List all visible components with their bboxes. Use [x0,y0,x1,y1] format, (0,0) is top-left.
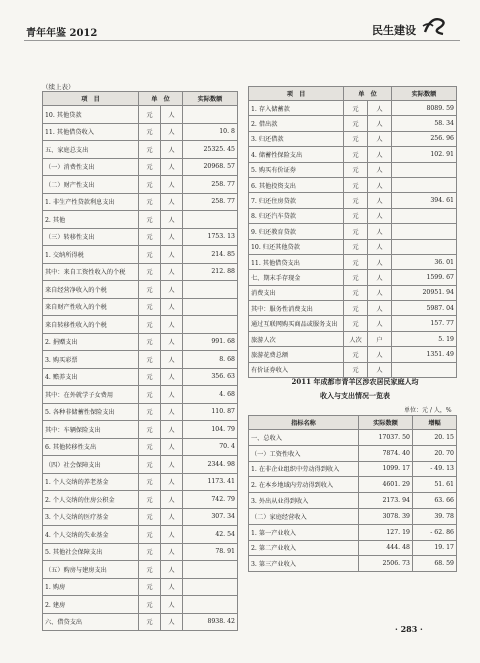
section-title: 民生建设 [372,24,416,37]
table-cell [183,211,238,229]
header-rule [24,40,460,41]
table-cell: 6. 其他转移性支出 [43,438,139,456]
table-row [43,368,238,386]
table-cell: 人 [161,438,183,456]
table-cell [183,281,238,299]
table-cell: 3078. 39 [359,508,413,524]
table-cell: 8. 归还汽车贷款 [249,208,344,223]
table-row [43,613,238,631]
table-cell: 70. 4 [183,438,238,456]
table-cell: 元 [139,403,161,421]
table-row [43,578,238,596]
table-cell: 104. 79 [183,421,238,439]
table-row [43,456,238,474]
table-cell: 元 [139,193,161,211]
table-row [249,556,457,572]
table-cell: 六、借贷支出 [43,613,139,631]
table-cell: 元 [344,316,368,331]
table-cell: 78. 91 [183,543,238,561]
table-cell: 元 [139,508,161,526]
table-cell: （二）财产性支出 [43,176,139,194]
table-cell: 人 [161,596,183,614]
table-row [249,101,457,116]
yearbook-title: 青年年鉴 2012 [26,28,98,39]
section-logo-icon [421,14,451,38]
table-cell: 人 [161,281,183,299]
table-cell [183,106,238,124]
table-cell [183,316,238,334]
table-cell: （二）家庭经营收入 [249,508,359,524]
table-row [249,524,457,540]
table-cell: 人 [368,224,392,239]
table-cell: 元 [344,208,368,223]
table-cell: 通过互联网购买商品或服务支出 [249,316,344,331]
table-cell: 2. 建房 [43,596,139,614]
table-row [43,246,238,264]
table-cell: 元 [344,347,368,362]
table-cell: 10. 归还其他贷款 [249,239,344,254]
table-row [43,491,238,509]
left-table [42,91,238,631]
col-header-amount: 实际数额 [183,92,238,106]
table-cell: 元 [344,285,368,300]
table-cell: 17037. 50 [359,430,413,446]
table-cell: 元 [139,438,161,456]
table-cell: 旅游花费总额 [249,347,344,362]
table-cell: 7874. 40 [359,445,413,461]
table-cell: 元 [344,162,368,177]
table-cell: 人 [161,158,183,176]
col-header-unit: 单 位 [139,92,183,106]
table-cell: 3. 第三产业收入 [249,556,359,572]
col-header-item: 项 目 [43,92,139,106]
table-cell: 来自经营净收入的个税 [43,281,139,299]
table-cell: 人 [161,211,183,229]
table-row [43,281,238,299]
table-cell: 来自转移性收入的个税 [43,316,139,334]
table-cell: 元 [344,301,368,316]
table-cell [183,596,238,614]
table-row [249,116,457,131]
right-table [248,86,457,378]
table-cell: 4. 储蓄性保险支出 [249,147,344,162]
table-cell [392,224,457,239]
table-cell [392,177,457,192]
table-cell: 307. 34 [183,508,238,526]
table-cell [183,578,238,596]
table-row [249,331,457,346]
table-cell: 10. 其他贷款 [43,106,139,124]
table-cell: 元 [139,211,161,229]
table-cell: 1. 存入储蓄款 [249,101,344,116]
table-row [249,347,457,362]
table-cell: 42. 54 [183,526,238,544]
table-cell: （一）工资性收入 [249,445,359,461]
table-cell: 元 [139,456,161,474]
table-cell: 元 [139,613,161,631]
table-cell: 元 [139,578,161,596]
table-row [249,362,457,377]
table-cell: 人 [161,228,183,246]
table-cell: 157. 77 [392,316,457,331]
table-cell: 1753. 13 [183,228,238,246]
table-cell: 36. 01 [392,254,457,269]
survey-title-line2: 收入与支出情况一览表 [320,391,390,400]
table-cell: 5. 19 [392,331,457,346]
survey-table [248,415,457,572]
table-cell: 人 [161,106,183,124]
table-cell: 人 [161,456,183,474]
table-cell: 1. 交纳所得税 [43,246,139,264]
table-cell: 元 [139,368,161,386]
table-cell: 258. 77 [183,176,238,194]
table-cell [392,208,457,223]
table-cell: 5. 其他社会保障支出 [43,543,139,561]
table-cell: 人 [161,561,183,579]
table-cell: 元 [139,158,161,176]
table-cell: 人 [368,177,392,192]
table-cell: 2. 其他 [43,211,139,229]
table-row [43,176,238,194]
table-cell: 人 [161,473,183,491]
table-cell: 20. 15 [413,430,457,446]
table-cell: 1. 第一产业收入 [249,524,359,540]
table-cell: 有价证券收入 [249,362,344,377]
table-cell: 20968. 57 [183,158,238,176]
table-cell: 4. 68 [183,386,238,404]
table-cell: 元 [139,491,161,509]
table-row [43,421,238,439]
table-cell: 元 [344,177,368,192]
table-cell: 人 [161,333,183,351]
table-cell: 人 [368,147,392,162]
table-cell: 1. 个人交纳的养老基金 [43,473,139,491]
table-cell: 人 [161,351,183,369]
survey-title-line1: 2011 年成都市青羊区涉农居民家庭人均 [291,377,419,386]
table-cell: 2173. 94 [359,493,413,509]
table-row [43,263,238,281]
table-cell: 人 [161,491,183,509]
table-cell: 人 [161,368,183,386]
col-header-unit: 单 位 [344,87,392,101]
table-cell: 1173. 41 [183,473,238,491]
table-row [43,316,238,334]
table-cell: 25325. 45 [183,141,238,159]
table-row [249,131,457,146]
table-row [43,403,238,421]
table-cell [183,561,238,579]
table-row [43,386,238,404]
table-cell: 2. 借出款 [249,116,344,131]
table-cell: 人 [161,176,183,194]
table-cell: 212. 88 [183,263,238,281]
table-cell: 5. 购买有价证券 [249,162,344,177]
table-cell: 人 [368,362,392,377]
table-cell: 4. 赡养支出 [43,368,139,386]
table-cell: 3. 外出从业得到收入 [249,493,359,509]
table-row [249,301,457,316]
table-cell: 2344. 98 [183,456,238,474]
table-row [43,228,238,246]
table-cell: 人 [368,316,392,331]
table-row [249,224,457,239]
table-row [249,239,457,254]
table-cell: 1. 非生产性贷款利息支出 [43,193,139,211]
table-cell: 元 [344,147,368,162]
survey-unit: 单位：元 / 人，% [404,407,452,414]
table-cell: （四）社会保障支出 [43,456,139,474]
table-cell: 9. 归还教育贷款 [249,224,344,239]
table-cell: 元 [139,596,161,614]
table-cell: 人 [368,239,392,254]
table-cell: 2. 捐赠支出 [43,333,139,351]
table-row [249,254,457,269]
table-row [43,526,238,544]
table-cell: 元 [344,224,368,239]
table-cell: 人 [368,162,392,177]
table-cell: 5987. 04 [392,301,457,316]
continued-note: （续上表） [42,83,75,91]
table-cell: 人 [368,347,392,362]
table-row [249,477,457,493]
table-cell: 1. 在非企业组织中劳动得到收入 [249,461,359,477]
table-row [249,285,457,300]
table-cell: 元 [139,333,161,351]
table-cell: 人 [161,421,183,439]
table-cell: 元 [344,116,368,131]
table-cell: 5. 各种非储蓄性保险支出 [43,403,139,421]
table-cell: 旅游人次 [249,331,344,346]
table-cell: 消费支出 [249,285,344,300]
table-cell: 20951. 94 [392,285,457,300]
table-cell: 元 [139,473,161,491]
table-cell: 人 [161,141,183,159]
table-cell: 4. 个人交纳的失业基金 [43,526,139,544]
table-cell: 4601. 29 [359,477,413,493]
table-row [43,211,238,229]
table-cell: 元 [344,193,368,208]
table-cell: 其中：服务性消费支出 [249,301,344,316]
table-row [43,473,238,491]
table-row [43,596,238,614]
table-cell: 7. 归还住房贷款 [249,193,344,208]
table-cell: 356. 63 [183,368,238,386]
table-cell: 8089. 59 [392,101,457,116]
table-cell: 8938. 42 [183,613,238,631]
table-cell: 394. 61 [392,193,457,208]
table-cell: 8. 68 [183,351,238,369]
table-cell: 256. 96 [392,131,457,146]
table-cell: 五、家庭总支出 [43,141,139,159]
table-cell: 人 [161,123,183,141]
table-cell: 742. 79 [183,491,238,509]
table-cell: 2. 个人交纳的住房公积金 [43,491,139,509]
table-cell: 一、总收入 [249,430,359,446]
table-cell: 人 [161,613,183,631]
table-cell: 人 [161,526,183,544]
col-header-indicator: 指标名称 [249,416,359,430]
table-cell: 人 [161,508,183,526]
table-cell: 人 [161,578,183,596]
table-cell: 214. 85 [183,246,238,264]
table-cell: 51. 61 [413,477,457,493]
col-header-amount: 实际数额 [392,87,457,101]
table-cell: 人 [161,543,183,561]
col-header-item: 项 目 [249,87,344,101]
table-cell: 元 [344,131,368,146]
table-cell: 68. 59 [413,556,457,572]
table-cell: 人 [161,193,183,211]
table-cell: 人次 [344,331,368,346]
table-cell: 人 [368,270,392,285]
table-cell: 七、期末手存现金 [249,270,344,285]
table-cell: - 49. 13 [413,461,457,477]
table-cell: 人 [161,263,183,281]
table-row [249,316,457,331]
table-row [249,177,457,192]
table-cell: 人 [161,403,183,421]
table-row [249,508,457,524]
table-cell: 110. 87 [183,403,238,421]
table-row [43,508,238,526]
table-row [43,438,238,456]
table-row [43,351,238,369]
table-cell: 人 [368,254,392,269]
table-row [249,208,457,223]
table-cell [392,162,457,177]
table-row [249,461,457,477]
table-cell: 元 [344,101,368,116]
table-cell: 元 [139,141,161,159]
table-cell: 户 [368,331,392,346]
table-cell: 其中：来自工资性收入的个税 [43,263,139,281]
table-cell: 元 [139,281,161,299]
table-cell: 人 [368,101,392,116]
table-cell: 2. 第二产业收入 [249,540,359,556]
table-cell: 991. 68 [183,333,238,351]
table-row [43,106,238,124]
table-row [43,333,238,351]
table-row [249,493,457,509]
table-cell: 39. 78 [413,508,457,524]
table-row [249,162,457,177]
table-row [43,561,238,579]
table-cell: 元 [344,239,368,254]
table-cell: 6. 其他投资支出 [249,177,344,192]
table-cell: 人 [368,301,392,316]
table-cell: 其中：在外就学子女费用 [43,386,139,404]
table-cell: 2506. 73 [359,556,413,572]
table-cell: 3. 归还借款 [249,131,344,146]
table-cell: 元 [139,228,161,246]
table-row [249,445,457,461]
table-row [249,193,457,208]
table-cell: 元 [139,246,161,264]
table-cell: 元 [139,543,161,561]
table-cell: 人 [161,386,183,404]
table-cell: 元 [139,298,161,316]
table-row [43,193,238,211]
table-cell: 元 [139,351,161,369]
table-cell: 人 [368,285,392,300]
table-cell: （一）消费性支出 [43,158,139,176]
table-row [43,158,238,176]
table-cell: 3. 购买彩票 [43,351,139,369]
table-cell: 63. 66 [413,493,457,509]
table-cell: 10. 8 [183,123,238,141]
table-cell: 人 [161,298,183,316]
table-cell: 元 [139,263,161,281]
table-cell: 元 [139,176,161,194]
table-cell: 人 [368,116,392,131]
table-cell: 元 [344,270,368,285]
page-number: · 283 · [395,624,423,634]
table-cell: 1099. 17 [359,461,413,477]
table-cell: 1. 购房 [43,578,139,596]
table-cell: 2. 在本乡地域内劳动得到收入 [249,477,359,493]
table-cell: 3. 个人交纳的医疗基金 [43,508,139,526]
table-cell: （五）购房与建房支出 [43,561,139,579]
table-cell [183,298,238,316]
table-row [249,430,457,446]
table-row [43,543,238,561]
table-cell: （三）转移性支出 [43,228,139,246]
table-cell: 元 [139,561,161,579]
table-cell: 元 [139,386,161,404]
table-cell: 其中：车辆保险支出 [43,421,139,439]
table-row [249,270,457,285]
table-cell: 11. 其他借贷收入 [43,123,139,141]
table-row [249,147,457,162]
table-cell: 元 [344,254,368,269]
table-cell: 258. 77 [183,193,238,211]
table-cell: 元 [139,421,161,439]
table-cell: 1599. 67 [392,270,457,285]
table-cell: 元 [139,106,161,124]
table-cell: 人 [368,131,392,146]
table-cell: 人 [161,316,183,334]
table-cell: 人 [368,208,392,223]
table-cell: 人 [161,246,183,264]
table-cell: 来自财产性收入的个税 [43,298,139,316]
table-cell: 元 [139,526,161,544]
table-cell: 58. 34 [392,116,457,131]
table-cell: 444. 48 [359,540,413,556]
table-cell: 11. 其他借贷支出 [249,254,344,269]
table-row [43,141,238,159]
table-cell [392,362,457,377]
table-row [249,540,457,556]
table-cell: 20. 70 [413,445,457,461]
table-cell [392,239,457,254]
col-header-growth: 增幅 [413,416,457,430]
table-row [43,123,238,141]
table-cell: 元 [139,316,161,334]
table-cell: 元 [139,123,161,141]
table-cell: 127. 19 [359,524,413,540]
table-cell: 元 [344,362,368,377]
table-cell: 1351. 49 [392,347,457,362]
col-header-value: 实际数额 [359,416,413,430]
table-cell: 19. 17 [413,540,457,556]
table-cell: - 62. 86 [413,524,457,540]
table-row [43,298,238,316]
table-cell: 人 [368,193,392,208]
table-cell: 102. 91 [392,147,457,162]
